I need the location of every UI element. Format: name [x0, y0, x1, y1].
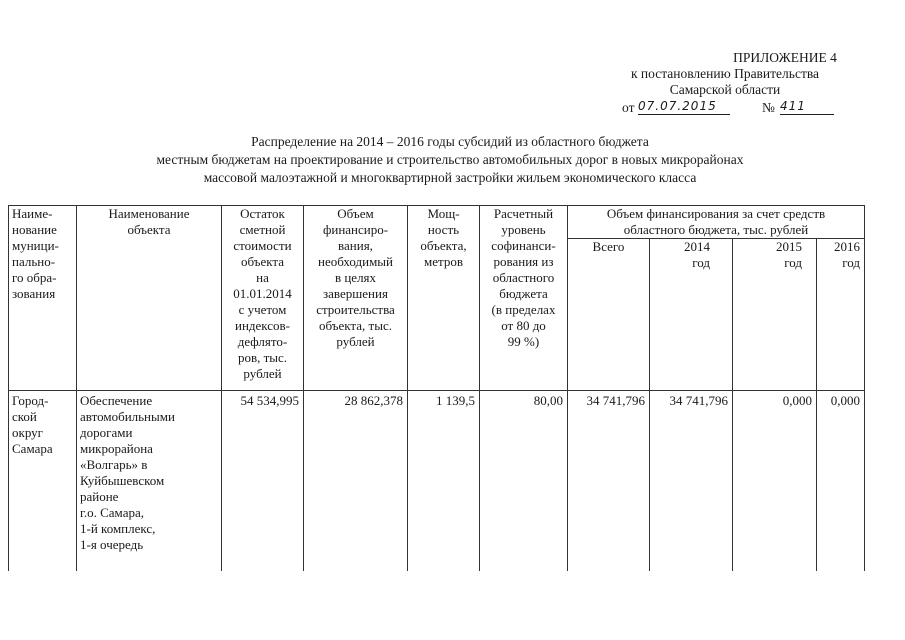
from-label: от: [622, 100, 635, 115]
number-label: №: [762, 100, 775, 115]
header-remaining-cost: Остаток сметной стоимости объекта на 01.01.2014 с учетом индексов- дефлято- ров, тыс. рублей: [222, 206, 304, 391]
cell-remaining-cost: 54 534,995: [222, 391, 304, 571]
cell-2015: 0,000: [733, 391, 817, 571]
cell-municipality: Город- ской округ Самара: [9, 391, 77, 571]
appendix-block: [560, 50, 890, 116]
cell-object: Обеспечение автомобильными дорогами микрорайона «Волгарь» в Куйбышевском районе г.о. Самара, 1-й комплекс, 1-я очередь: [77, 391, 222, 571]
handwritten-date: 07.07.2015: [638, 98, 730, 115]
appendix-title: ПРИЛОЖЕНИЕ 4: [733, 50, 837, 65]
title-line-1: Распределение на 2014 – 2016 годы субсидий из областного бюджета: [251, 134, 649, 149]
cell-funding-volume: 28 862,378: [304, 391, 408, 571]
cell-2014: 34 741,796: [650, 391, 733, 571]
cell-total: 34 741,796: [568, 391, 650, 571]
cell-2016: 0,000: [817, 391, 865, 571]
subsidy-table: [8, 205, 865, 571]
header-2015: 2015 год: [733, 239, 817, 391]
header-object: Наименование объекта: [77, 206, 222, 391]
header-2014: 2014 год: [650, 239, 733, 391]
table-row: [9, 391, 865, 571]
document-title: [100, 133, 800, 187]
header-total: Всего: [568, 239, 650, 391]
header-2016: 2016 год: [817, 239, 865, 391]
cell-capacity: 1 139,5: [408, 391, 480, 571]
header-regional-funding: Объем финансирования за счет средств областного бюджета, тыс. рублей: [568, 206, 865, 239]
title-line-3: массовой малоэтажной и многоквартирной застройки жильем экономического класса: [203, 170, 697, 185]
title-line-2: местным бюджетам на проектирование и строительство автомобильных дорог в новых микрорайонах: [156, 152, 744, 167]
appendix-date-row: [560, 98, 890, 116]
cell-cofinancing: 80,00: [480, 391, 568, 571]
appendix-region-line: Самарской области: [669, 82, 781, 97]
header-funding-volume: Объем финансиро- вания, необходимый в целях завершения строительства объекта, тыс. рублей: [304, 206, 408, 391]
header-cofinancing: Расчетный уровень софинанси- рования из областного бюджета (в пределах от 80 до 99 %): [480, 206, 568, 391]
header-municipality: Наиме- нование муници- пально- го обра- зования: [9, 206, 77, 391]
appendix-resolution-line: к постановлению Правительства: [630, 66, 820, 81]
handwritten-number: 411: [780, 98, 834, 115]
header-capacity: Мощ- ность объекта, метров: [408, 206, 480, 391]
